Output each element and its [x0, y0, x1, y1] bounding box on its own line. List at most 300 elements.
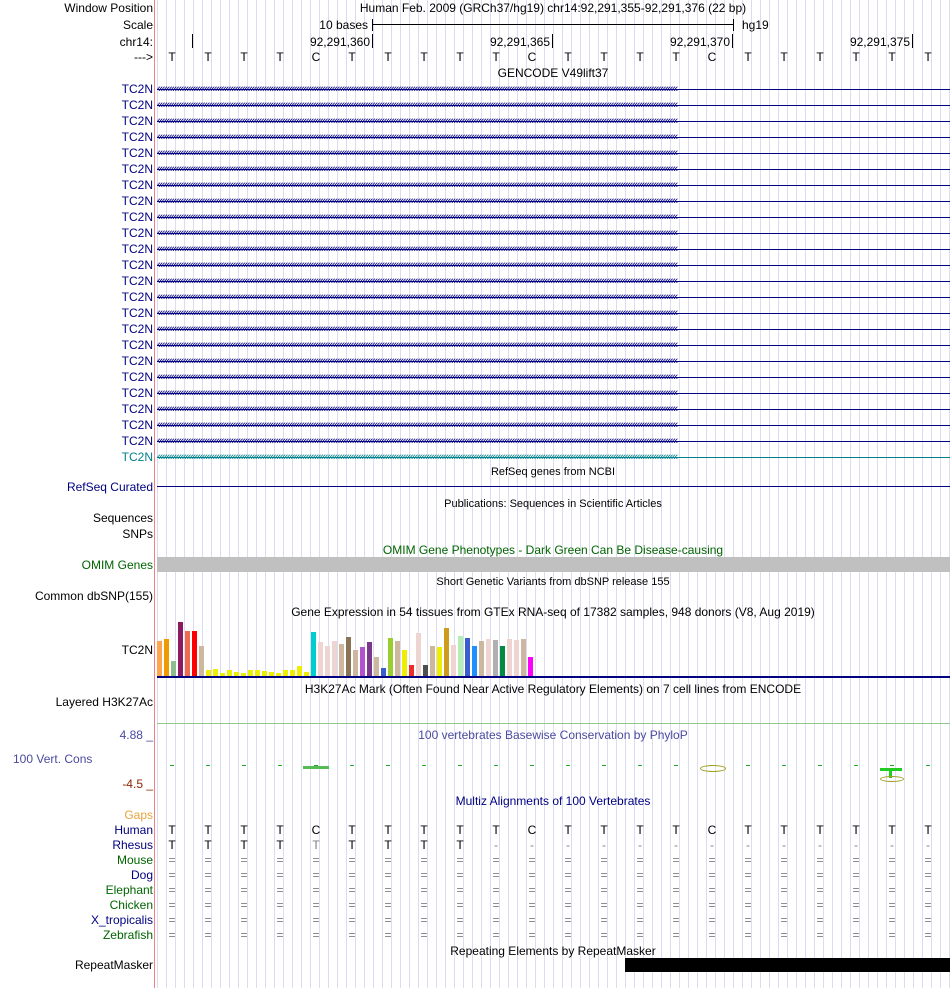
- multiz-aligned-base: =: [852, 913, 860, 927]
- gtex-tissue-bar[interactable]: [157, 641, 162, 676]
- multiz-aligned-base: =: [348, 883, 356, 897]
- gtex-tissue-bar[interactable]: [297, 666, 302, 676]
- sequence-base: T: [204, 50, 212, 64]
- multiz-aligned-base: =: [564, 868, 572, 882]
- multiz-aligned-base: =: [816, 883, 824, 897]
- phylop-score-mark: [242, 765, 246, 766]
- multiz-aligned-base: =: [708, 913, 716, 927]
- multiz-aligned-base: T: [168, 823, 176, 837]
- strand-label: --->: [134, 50, 153, 64]
- gtex-tissue-bar[interactable]: [374, 657, 379, 676]
- gtex-tissue-bar[interactable]: [178, 622, 183, 676]
- gencode-strand-arrows: ‹‹‹‹‹‹‹‹‹‹‹‹‹‹‹‹‹‹‹‹‹‹‹‹‹‹‹‹‹‹‹‹‹‹‹‹‹‹‹‹‹‹‹‹‹‹‹‹‹‹‹‹‹‹‹‹‹‹‹‹‹‹‹‹‹‹‹‹‹‹‹‹‹‹‹‹‹‹‹‹‹‹‹‹‹‹‹‹‹‹‹‹‹‹‹‹‹‹‹‹‹‹‹‹‹‹‹‹‹‹‹‹‹‹‹‹‹‹‹‹‹‹‹‹‹‹‹‹‹‹‹‹‹‹‹‹‹‹‹‹‹‹‹‹‹‹‹‹‹‹‹‹‹‹‹‹‹‹‹‹‹‹‹‹‹‹‹‹‹‹‹‹‹‹‹‹‹‹‹‹‹‹‹‹‹‹‹‹‹‹‹‹‹‹‹‹‹‹‹‹‹‹‹‹‹‹‹‹‹‹‹‹‹‹‹‹‹‹‹‹: [157, 83, 677, 95]
- multiz-species-label[interactable]: Elephant: [105, 883, 153, 897]
- multiz-aligned-base: =: [780, 913, 788, 927]
- gtex-tissue-bar[interactable]: [402, 650, 407, 676]
- gencode-transcript-label[interactable]: TC2N: [121, 130, 153, 144]
- gencode-track-title: GENCODE V49lift37: [497, 66, 609, 80]
- sequence-base: T: [780, 50, 788, 64]
- multiz-aligned-base: =: [492, 898, 500, 912]
- gtex-tissue-bar[interactable]: [416, 633, 421, 676]
- multiz-aligned-base: =: [744, 928, 752, 942]
- gencode-transcript-label[interactable]: TC2N: [121, 322, 153, 336]
- dbsnp-track-title: Short Genetic Variants from dbSNP release 155: [436, 576, 670, 588]
- multiz-aligned-base: =: [852, 868, 860, 882]
- gtex-tissue-bar[interactable]: [472, 646, 477, 676]
- phylop-score-mark: [170, 765, 174, 766]
- multiz-aligned-base: =: [852, 928, 860, 942]
- multiz-species-label[interactable]: Mouse: [116, 853, 153, 867]
- multiz-aligned-base: =: [240, 898, 248, 912]
- gencode-transcript-label[interactable]: TC2N: [121, 338, 153, 352]
- multiz-aligned-base: =: [528, 898, 536, 912]
- phylop-score-mark: [566, 765, 570, 766]
- multiz-aligned-base: =: [204, 913, 212, 927]
- gencode-strand-arrows: ‹‹‹‹‹‹‹‹‹‹‹‹‹‹‹‹‹‹‹‹‹‹‹‹‹‹‹‹‹‹‹‹‹‹‹‹‹‹‹‹‹‹‹‹‹‹‹‹‹‹‹‹‹‹‹‹‹‹‹‹‹‹‹‹‹‹‹‹‹‹‹‹‹‹‹‹‹‹‹‹‹‹‹‹‹‹‹‹‹‹‹‹‹‹‹‹‹‹‹‹‹‹‹‹‹‹‹‹‹‹‹‹‹‹‹‹‹‹‹‹‹‹‹‹‹‹‹‹‹‹‹‹‹‹‹‹‹‹‹‹‹‹‹‹‹‹‹‹‹‹‹‹‹‹‹‹‹‹‹‹‹‹‹‹‹‹‹‹‹‹‹‹‹‹‹‹‹‹‹‹‹‹‹‹‹‹‹‹‹‹‹‹‹‹‹‹‹‹‹‹‹‹‹‹‹‹‹‹‹‹‹‹‹‹‹‹‹‹‹‹: [157, 323, 677, 335]
- multiz-aligned-base: =: [708, 853, 716, 867]
- multiz-aligned-base: =: [312, 853, 320, 867]
- multiz-aligned-base: -: [710, 838, 714, 852]
- multiz-aligned-base: T: [456, 838, 464, 852]
- gtex-tissue-bar[interactable]: [423, 665, 428, 676]
- gencode-transcript-label[interactable]: TC2N: [121, 418, 153, 432]
- multiz-aligned-base: =: [168, 883, 176, 897]
- multiz-aligned-base: =: [888, 883, 896, 897]
- dbsnp-track-label[interactable]: Common dbSNP(155): [34, 589, 153, 603]
- multiz-aligned-base: T: [240, 838, 248, 852]
- multiz-aligned-base: =: [384, 898, 392, 912]
- gencode-transcript-label[interactable]: TC2N: [121, 226, 153, 240]
- phylop-score-mark: [494, 765, 498, 766]
- multiz-aligned-base: =: [384, 928, 392, 942]
- omim-track-title: OMIM Gene Phenotypes - Dark Green Can Be Disease-causing: [382, 543, 724, 557]
- multiz-aligned-base: =: [744, 868, 752, 882]
- ruler-tick-label: 92,291,365: [489, 35, 550, 49]
- gencode-strand-arrows: ‹‹‹‹‹‹‹‹‹‹‹‹‹‹‹‹‹‹‹‹‹‹‹‹‹‹‹‹‹‹‹‹‹‹‹‹‹‹‹‹‹‹‹‹‹‹‹‹‹‹‹‹‹‹‹‹‹‹‹‹‹‹‹‹‹‹‹‹‹‹‹‹‹‹‹‹‹‹‹‹‹‹‹‹‹‹‹‹‹‹‹‹‹‹‹‹‹‹‹‹‹‹‹‹‹‹‹‹‹‹‹‹‹‹‹‹‹‹‹‹‹‹‹‹‹‹‹‹‹‹‹‹‹‹‹‹‹‹‹‹‹‹‹‹‹‹‹‹‹‹‹‹‹‹‹‹‹‹‹‹‹‹‹‹‹‹‹‹‹‹‹‹‹‹‹‹‹‹‹‹‹‹‹‹‹‹‹‹‹‹‹‹‹‹‹‹‹‹‹‹‹‹‹‹‹‹‹‹‹‹‹‹‹‹‹‹‹‹‹‹: [157, 339, 677, 351]
- h3k27ac-signal-baseline: [157, 723, 950, 724]
- multiz-aligned-base: T: [420, 823, 428, 837]
- multiz-aligned-base: =: [348, 898, 356, 912]
- multiz-species-label[interactable]: Chicken: [109, 898, 153, 912]
- gencode-transcript-label[interactable]: TC2N: [121, 210, 153, 224]
- gtex-tissue-bar[interactable]: [213, 669, 218, 676]
- multiz-aligned-base: T: [672, 823, 680, 837]
- gtex-tissue-bar[interactable]: [360, 647, 365, 676]
- sequence-base: T: [276, 50, 284, 64]
- multiz-aligned-base: =: [168, 898, 176, 912]
- multiz-aligned-base: =: [888, 868, 896, 882]
- multiz-aligned-base: =: [276, 853, 284, 867]
- multiz-aligned-base: =: [456, 898, 464, 912]
- multiz-aligned-base: -: [818, 838, 822, 852]
- multiz-aligned-base: =: [312, 898, 320, 912]
- multiz-aligned-base: =: [348, 928, 356, 942]
- phylop-score-mark: [926, 765, 930, 766]
- multiz-aligned-base: =: [348, 913, 356, 927]
- multiz-aligned-base: =: [564, 883, 572, 897]
- window-position-label: Window Position: [64, 1, 153, 15]
- multiz-aligned-base: =: [240, 928, 248, 942]
- multiz-aligned-base: =: [816, 913, 824, 927]
- multiz-aligned-base: =: [204, 928, 212, 942]
- multiz-aligned-base: =: [528, 853, 536, 867]
- multiz-aligned-base: =: [492, 928, 500, 942]
- gencode-strand-arrows: ‹‹‹‹‹‹‹‹‹‹‹‹‹‹‹‹‹‹‹‹‹‹‹‹‹‹‹‹‹‹‹‹‹‹‹‹‹‹‹‹‹‹‹‹‹‹‹‹‹‹‹‹‹‹‹‹‹‹‹‹‹‹‹‹‹‹‹‹‹‹‹‹‹‹‹‹‹‹‹‹‹‹‹‹‹‹‹‹‹‹‹‹‹‹‹‹‹‹‹‹‹‹‹‹‹‹‹‹‹‹‹‹‹‹‹‹‹‹‹‹‹‹‹‹‹‹‹‹‹‹‹‹‹‹‹‹‹‹‹‹‹‹‹‹‹‹‹‹‹‹‹‹‹‹‹‹‹‹‹‹‹‹‹‹‹‹‹‹‹‹‹‹‹‹‹‹‹‹‹‹‹‹‹‹‹‹‹‹‹‹‹‹‹‹‹‹‹‹‹‹‹‹‹‹‹‹‹‹‹‹‹‹‹‹‹‹‹‹‹‹: [157, 179, 677, 191]
- multiz-aligned-base: T: [816, 823, 824, 837]
- multiz-aligned-base: =: [168, 928, 176, 942]
- multiz-aligned-base: =: [672, 898, 680, 912]
- multiz-aligned-base: T: [420, 838, 428, 852]
- multiz-aligned-base: =: [492, 883, 500, 897]
- phylop-score-mark: [350, 765, 354, 766]
- gencode-transcript-label[interactable]: TC2N: [121, 258, 153, 272]
- omim-track-label[interactable]: OMIM Genes: [81, 558, 153, 572]
- multiz-aligned-base: =: [924, 883, 932, 897]
- multiz-aligned-base: T: [564, 823, 572, 837]
- multiz-aligned-base: T: [348, 823, 356, 837]
- gencode-strand-arrows: ‹‹‹‹‹‹‹‹‹‹‹‹‹‹‹‹‹‹‹‹‹‹‹‹‹‹‹‹‹‹‹‹‹‹‹‹‹‹‹‹‹‹‹‹‹‹‹‹‹‹‹‹‹‹‹‹‹‹‹‹‹‹‹‹‹‹‹‹‹‹‹‹‹‹‹‹‹‹‹‹‹‹‹‹‹‹‹‹‹‹‹‹‹‹‹‹‹‹‹‹‹‹‹‹‹‹‹‹‹‹‹‹‹‹‹‹‹‹‹‹‹‹‹‹‹‹‹‹‹‹‹‹‹‹‹‹‹‹‹‹‹‹‹‹‹‹‹‹‹‹‹‹‹‹‹‹‹‹‹‹‹‹‹‹‹‹‹‹‹‹‹‹‹‹‹‹‹‹‹‹‹‹‹‹‹‹‹‹‹‹‹‹‹‹‹‹‹‹‹‹‹‹‹‹‹‹‹‹‹‹‹‹‹‹‹‹‹‹‹‹: [157, 403, 677, 415]
- refseq-track-label[interactable]: RefSeq Curated: [66, 480, 153, 494]
- gtex-tissue-bar[interactable]: [451, 645, 456, 676]
- gtex-tissue-bar[interactable]: [199, 646, 204, 676]
- multiz-aligned-base: T: [456, 823, 464, 837]
- multiz-aligned-base: =: [636, 898, 644, 912]
- multiz-aligned-base: =: [204, 853, 212, 867]
- multiz-aligned-base: =: [276, 868, 284, 882]
- gencode-strand-arrows: ‹‹‹‹‹‹‹‹‹‹‹‹‹‹‹‹‹‹‹‹‹‹‹‹‹‹‹‹‹‹‹‹‹‹‹‹‹‹‹‹‹‹‹‹‹‹‹‹‹‹‹‹‹‹‹‹‹‹‹‹‹‹‹‹‹‹‹‹‹‹‹‹‹‹‹‹‹‹‹‹‹‹‹‹‹‹‹‹‹‹‹‹‹‹‹‹‹‹‹‹‹‹‹‹‹‹‹‹‹‹‹‹‹‹‹‹‹‹‹‹‹‹‹‹‹‹‹‹‹‹‹‹‹‹‹‹‹‹‹‹‹‹‹‹‹‹‹‹‹‹‹‹‹‹‹‹‹‹‹‹‹‹‹‹‹‹‹‹‹‹‹‹‹‹‹‹‹‹‹‹‹‹‹‹‹‹‹‹‹‹‹‹‹‹‹‹‹‹‹‹‹‹‹‹‹‹‹‹‹‹‹‹‹‹‹‹‹‹‹‹: [157, 227, 677, 239]
- sequence-base: T: [888, 50, 896, 64]
- multiz-aligned-base: -: [674, 838, 678, 852]
- phylop-score-mark: [422, 765, 426, 766]
- gtex-tissue-bar[interactable]: [346, 637, 351, 676]
- multiz-aligned-base: =: [816, 868, 824, 882]
- phylop-score-glyph: [700, 765, 726, 772]
- omim-gene-bar[interactable]: [157, 557, 950, 572]
- gencode-strand-arrows: ‹‹‹‹‹‹‹‹‹‹‹‹‹‹‹‹‹‹‹‹‹‹‹‹‹‹‹‹‹‹‹‹‹‹‹‹‹‹‹‹‹‹‹‹‹‹‹‹‹‹‹‹‹‹‹‹‹‹‹‹‹‹‹‹‹‹‹‹‹‹‹‹‹‹‹‹‹‹‹‹‹‹‹‹‹‹‹‹‹‹‹‹‹‹‹‹‹‹‹‹‹‹‹‹‹‹‹‹‹‹‹‹‹‹‹‹‹‹‹‹‹‹‹‹‹‹‹‹‹‹‹‹‹‹‹‹‹‹‹‹‹‹‹‹‹‹‹‹‹‹‹‹‹‹‹‹‹‹‹‹‹‹‹‹‹‹‹‹‹‹‹‹‹‹‹‹‹‹‹‹‹‹‹‹‹‹‹‹‹‹‹‹‹‹‹‹‹‹‹‹‹‹‹‹‹‹‹‹‹‹‹‹‹‹‹‹‹‹‹‹: [157, 163, 677, 175]
- gtex-tissue-bar[interactable]: [381, 668, 386, 676]
- multiz-aligned-base: =: [384, 883, 392, 897]
- multiz-aligned-base: =: [600, 928, 608, 942]
- multiz-aligned-base: =: [708, 883, 716, 897]
- multiz-aligned-base: =: [600, 868, 608, 882]
- multiz-aligned-base: =: [924, 898, 932, 912]
- multiz-aligned-base: =: [924, 868, 932, 882]
- publications-track-title: Publications: Sequences in Scientific Articles: [444, 498, 662, 510]
- sequence-base: T: [348, 50, 356, 64]
- gtex-tissue-bar[interactable]: [318, 642, 323, 676]
- publications-label-snps[interactable]: SNPs: [122, 527, 153, 541]
- sequence-base: T: [672, 50, 680, 64]
- gencode-strand-arrows: ‹‹‹‹‹‹‹‹‹‹‹‹‹‹‹‹‹‹‹‹‹‹‹‹‹‹‹‹‹‹‹‹‹‹‹‹‹‹‹‹‹‹‹‹‹‹‹‹‹‹‹‹‹‹‹‹‹‹‹‹‹‹‹‹‹‹‹‹‹‹‹‹‹‹‹‹‹‹‹‹‹‹‹‹‹‹‹‹‹‹‹‹‹‹‹‹‹‹‹‹‹‹‹‹‹‹‹‹‹‹‹‹‹‹‹‹‹‹‹‹‹‹‹‹‹‹‹‹‹‹‹‹‹‹‹‹‹‹‹‹‹‹‹‹‹‹‹‹‹‹‹‹‹‹‹‹‹‹‹‹‹‹‹‹‹‹‹‹‹‹‹‹‹‹‹‹‹‹‹‹‹‹‹‹‹‹‹‹‹‹‹‹‹‹‹‹‹‹‹‹‹‹‹‹‹‹‹‹‹‹‹‹‹‹‹‹‹‹‹‹: [157, 147, 677, 159]
- multiz-aligned-base: =: [420, 883, 428, 897]
- multiz-aligned-base: =: [924, 853, 932, 867]
- gtex-tissue-bar[interactable]: [325, 646, 330, 676]
- phylop-max-label: 4.88 _: [119, 728, 153, 742]
- multiz-aligned-base: =: [744, 883, 752, 897]
- multiz-species-label[interactable]: Human: [114, 823, 153, 837]
- multiz-aligned-base: T: [384, 823, 392, 837]
- multiz-aligned-base: -: [926, 838, 930, 852]
- sequence-base: T: [384, 50, 392, 64]
- gtex-tissue-bar[interactable]: [507, 639, 512, 676]
- gencode-transcript-label[interactable]: TC2N: [121, 114, 153, 128]
- gencode-transcript-label[interactable]: TC2N: [121, 178, 153, 192]
- multiz-aligned-base: T: [888, 823, 896, 837]
- gencode-transcript-label[interactable]: TC2N: [121, 354, 153, 368]
- gtex-tissue-bar[interactable]: [493, 640, 498, 676]
- gencode-transcript-label[interactable]: TC2N: [121, 370, 153, 384]
- multiz-aligned-base: =: [636, 868, 644, 882]
- gtex-track-label[interactable]: TC2N: [121, 643, 153, 657]
- multiz-aligned-base: C: [707, 823, 717, 837]
- gencode-strand-arrows: ‹‹‹‹‹‹‹‹‹‹‹‹‹‹‹‹‹‹‹‹‹‹‹‹‹‹‹‹‹‹‹‹‹‹‹‹‹‹‹‹‹‹‹‹‹‹‹‹‹‹‹‹‹‹‹‹‹‹‹‹‹‹‹‹‹‹‹‹‹‹‹‹‹‹‹‹‹‹‹‹‹‹‹‹‹‹‹‹‹‹‹‹‹‹‹‹‹‹‹‹‹‹‹‹‹‹‹‹‹‹‹‹‹‹‹‹‹‹‹‹‹‹‹‹‹‹‹‹‹‹‹‹‹‹‹‹‹‹‹‹‹‹‹‹‹‹‹‹‹‹‹‹‹‹‹‹‹‹‹‹‹‹‹‹‹‹‹‹‹‹‹‹‹‹‹‹‹‹‹‹‹‹‹‹‹‹‹‹‹‹‹‹‹‹‹‹‹‹‹‹‹‹‹‹‹‹‹‹‹‹‹‹‹‹‹‹‹‹‹‹: [157, 99, 677, 111]
- gencode-strand-arrows: ‹‹‹‹‹‹‹‹‹‹‹‹‹‹‹‹‹‹‹‹‹‹‹‹‹‹‹‹‹‹‹‹‹‹‹‹‹‹‹‹‹‹‹‹‹‹‹‹‹‹‹‹‹‹‹‹‹‹‹‹‹‹‹‹‹‹‹‹‹‹‹‹‹‹‹‹‹‹‹‹‹‹‹‹‹‹‹‹‹‹‹‹‹‹‹‹‹‹‹‹‹‹‹‹‹‹‹‹‹‹‹‹‹‹‹‹‹‹‹‹‹‹‹‹‹‹‹‹‹‹‹‹‹‹‹‹‹‹‹‹‹‹‹‹‹‹‹‹‹‹‹‹‹‹‹‹‹‹‹‹‹‹‹‹‹‹‹‹‹‹‹‹‹‹‹‹‹‹‹‹‹‹‹‹‹‹‹‹‹‹‹‹‹‹‹‹‹‹‹‹‹‹‹‹‹‹‹‹‹‹‹‹‹‹‹‹‹‹‹‹: [157, 243, 677, 255]
- phylop-score-mark: [854, 765, 858, 766]
- gtex-tissue-bar[interactable]: [164, 639, 169, 676]
- gencode-strand-arrows: ‹‹‹‹‹‹‹‹‹‹‹‹‹‹‹‹‹‹‹‹‹‹‹‹‹‹‹‹‹‹‹‹‹‹‹‹‹‹‹‹‹‹‹‹‹‹‹‹‹‹‹‹‹‹‹‹‹‹‹‹‹‹‹‹‹‹‹‹‹‹‹‹‹‹‹‹‹‹‹‹‹‹‹‹‹‹‹‹‹‹‹‹‹‹‹‹‹‹‹‹‹‹‹‹‹‹‹‹‹‹‹‹‹‹‹‹‹‹‹‹‹‹‹‹‹‹‹‹‹‹‹‹‹‹‹‹‹‹‹‹‹‹‹‹‹‹‹‹‹‹‹‹‹‹‹‹‹‹‹‹‹‹‹‹‹‹‹‹‹‹‹‹‹‹‹‹‹‹‹‹‹‹‹‹‹‹‹‹‹‹‹‹‹‹‹‹‹‹‹‹‹‹‹‹‹‹‹‹‹‹‹‹‹‹‹‹‹‹‹‹: [157, 275, 677, 287]
- multiz-aligned-base: T: [636, 823, 644, 837]
- gtex-tissue-bar[interactable]: [367, 642, 372, 676]
- multiz-aligned-base: =: [816, 853, 824, 867]
- multiz-aligned-base: =: [600, 883, 608, 897]
- multiz-aligned-base: =: [168, 853, 176, 867]
- multiz-aligned-base: =: [528, 883, 536, 897]
- multiz-aligned-base: =: [780, 928, 788, 942]
- multiz-aligned-base: T: [780, 823, 788, 837]
- refseq-gene-line[interactable]: [157, 486, 950, 487]
- gtex-tissue-bar[interactable]: [353, 650, 358, 676]
- gtex-tissue-bar[interactable]: [444, 628, 449, 676]
- multiz-aligned-base: =: [420, 868, 428, 882]
- sequence-base: T: [852, 50, 860, 64]
- gtex-tissue-bar[interactable]: [185, 631, 190, 676]
- scale-assembly: hg19: [742, 18, 769, 32]
- multiz-aligned-base: T: [492, 823, 500, 837]
- multiz-aligned-base: =: [348, 853, 356, 867]
- phylop-score-mark: [602, 765, 606, 766]
- multiz-aligned-base: =: [204, 868, 212, 882]
- multiz-aligned-base: =: [312, 913, 320, 927]
- h3k27ac-track-title: H3K27Ac Mark (Often Found Near Active Regulatory Elements) on 7 cell lines from ENCODE: [304, 682, 802, 696]
- multiz-aligned-base: =: [636, 928, 644, 942]
- multiz-aligned-base: =: [708, 898, 716, 912]
- gtex-tissue-bar[interactable]: [388, 638, 393, 676]
- gencode-transcript-label[interactable]: TC2N: [121, 194, 153, 208]
- multiz-aligned-base: T: [240, 823, 248, 837]
- gencode-transcript-label[interactable]: TC2N: [121, 434, 153, 448]
- multiz-species-label[interactable]: X_tropicalis: [90, 913, 153, 927]
- phylop-score-mark: [818, 765, 822, 766]
- multiz-aligned-base: =: [852, 883, 860, 897]
- gencode-strand-arrows: ‹‹‹‹‹‹‹‹‹‹‹‹‹‹‹‹‹‹‹‹‹‹‹‹‹‹‹‹‹‹‹‹‹‹‹‹‹‹‹‹‹‹‹‹‹‹‹‹‹‹‹‹‹‹‹‹‹‹‹‹‹‹‹‹‹‹‹‹‹‹‹‹‹‹‹‹‹‹‹‹‹‹‹‹‹‹‹‹‹‹‹‹‹‹‹‹‹‹‹‹‹‹‹‹‹‹‹‹‹‹‹‹‹‹‹‹‹‹‹‹‹‹‹‹‹‹‹‹‹‹‹‹‹‹‹‹‹‹‹‹‹‹‹‹‹‹‹‹‹‹‹‹‹‹‹‹‹‹‹‹‹‹‹‹‹‹‹‹‹‹‹‹‹‹‹‹‹‹‹‹‹‹‹‹‹‹‹‹‹‹‹‹‹‹‹‹‹‹‹‹‹‹‹‹‹‹‹‹‹‹‹‹‹‹‹‹‹‹‹‹: [157, 419, 677, 431]
- gencode-transcript-label[interactable]: TC2N: [121, 306, 153, 320]
- gtex-tissue-bar[interactable]: [311, 632, 316, 676]
- multiz-aligned-base: =: [204, 883, 212, 897]
- multiz-aligned-base: =: [888, 898, 896, 912]
- multiz-aligned-base: =: [492, 853, 500, 867]
- window-position-value: Human Feb. 2009 (GRCh37/hg19) chr14:92,291,355-92,291,376 (22 bp): [359, 1, 747, 15]
- multiz-aligned-base: =: [312, 868, 320, 882]
- multiz-aligned-base: T: [204, 823, 212, 837]
- multiz-aligned-base: T: [924, 823, 932, 837]
- multiz-aligned-base: =: [852, 853, 860, 867]
- multiz-aligned-base: =: [888, 853, 896, 867]
- multiz-aligned-base: =: [672, 853, 680, 867]
- multiz-aligned-base: =: [816, 898, 824, 912]
- gencode-transcript-label[interactable]: TC2N: [121, 242, 153, 256]
- multiz-aligned-base: =: [312, 928, 320, 942]
- sequence-base: C: [311, 50, 321, 64]
- publications-label-sequences[interactable]: Sequences: [92, 511, 153, 525]
- multiz-species-label[interactable]: Dog: [130, 868, 153, 882]
- gtex-tissue-bar[interactable]: [500, 646, 505, 676]
- multiz-track-title: Multiz Alignments of 100 Vertebrates: [455, 794, 651, 808]
- multiz-aligned-base: =: [924, 928, 932, 942]
- multiz-aligned-base: =: [492, 913, 500, 927]
- multiz-aligned-base: =: [564, 928, 572, 942]
- multiz-aligned-base: =: [672, 868, 680, 882]
- multiz-aligned-base: =: [888, 913, 896, 927]
- multiz-aligned-base: =: [744, 853, 752, 867]
- gencode-transcript-label[interactable]: TC2N: [121, 98, 153, 112]
- gencode-transcript-label[interactable]: TC2N: [121, 82, 153, 96]
- multiz-aligned-base: =: [600, 898, 608, 912]
- multiz-aligned-base: =: [348, 868, 356, 882]
- multiz-aligned-base: T: [852, 823, 860, 837]
- gencode-transcript-label[interactable]: TC2N: [121, 402, 153, 416]
- phylop-score-glyph: [303, 766, 329, 769]
- gtex-tissue-bar[interactable]: [437, 647, 442, 676]
- gencode-strand-arrows: ‹‹‹‹‹‹‹‹‹‹‹‹‹‹‹‹‹‹‹‹‹‹‹‹‹‹‹‹‹‹‹‹‹‹‹‹‹‹‹‹‹‹‹‹‹‹‹‹‹‹‹‹‹‹‹‹‹‹‹‹‹‹‹‹‹‹‹‹‹‹‹‹‹‹‹‹‹‹‹‹‹‹‹‹‹‹‹‹‹‹‹‹‹‹‹‹‹‹‹‹‹‹‹‹‹‹‹‹‹‹‹‹‹‹‹‹‹‹‹‹‹‹‹‹‹‹‹‹‹‹‹‹‹‹‹‹‹‹‹‹‹‹‹‹‹‹‹‹‹‹‹‹‹‹‹‹‹‹‹‹‹‹‹‹‹‹‹‹‹‹‹‹‹‹‹‹‹‹‹‹‹‹‹‹‹‹‹‹‹‹‹‹‹‹‹‹‹‹‹‹‹‹‹‹‹‹‹‹‹‹‹‹‹‹‹‹‹‹‹‹: [157, 131, 677, 143]
- multiz-aligned-base: =: [780, 898, 788, 912]
- ruler-tick-label: 92,291,360: [309, 35, 370, 49]
- gtex-tissue-bar[interactable]: [192, 631, 197, 676]
- multiz-aligned-base: =: [744, 913, 752, 927]
- gtex-tissue-bar[interactable]: [514, 640, 519, 676]
- multiz-aligned-base: =: [168, 868, 176, 882]
- sequence-base: T: [744, 50, 752, 64]
- gencode-strand-arrows: ‹‹‹‹‹‹‹‹‹‹‹‹‹‹‹‹‹‹‹‹‹‹‹‹‹‹‹‹‹‹‹‹‹‹‹‹‹‹‹‹‹‹‹‹‹‹‹‹‹‹‹‹‹‹‹‹‹‹‹‹‹‹‹‹‹‹‹‹‹‹‹‹‹‹‹‹‹‹‹‹‹‹‹‹‹‹‹‹‹‹‹‹‹‹‹‹‹‹‹‹‹‹‹‹‹‹‹‹‹‹‹‹‹‹‹‹‹‹‹‹‹‹‹‹‹‹‹‹‹‹‹‹‹‹‹‹‹‹‹‹‹‹‹‹‹‹‹‹‹‹‹‹‹‹‹‹‹‹‹‹‹‹‹‹‹‹‹‹‹‹‹‹‹‹‹‹‹‹‹‹‹‹‹‹‹‹‹‹‹‹‹‹‹‹‹‹‹‹‹‹‹‹‹‹‹‹‹‹‹‹‹‹‹‹‹‹‹‹‹‹: [157, 291, 677, 303]
- multiz-aligned-base: T: [600, 823, 608, 837]
- gtex-tissue-bar[interactable]: [395, 641, 400, 676]
- gtex-tissue-bar[interactable]: [458, 636, 463, 676]
- gtex-tissue-bar[interactable]: [171, 661, 176, 676]
- multiz-aligned-base: =: [240, 883, 248, 897]
- phylop-score-mark: [890, 765, 894, 766]
- scale-value: 10 bases: [319, 18, 368, 32]
- multiz-aligned-base: =: [420, 928, 428, 942]
- gencode-transcript-label[interactable]: TC2N: [121, 274, 153, 288]
- phylop-score-mark: [746, 765, 750, 766]
- gtex-tissue-bar[interactable]: [486, 639, 491, 676]
- multiz-aligned-base: =: [888, 928, 896, 942]
- gencode-transcript-label[interactable]: TC2N: [121, 162, 153, 176]
- phylop-score-mark: [674, 765, 678, 766]
- multiz-aligned-base: T: [348, 838, 356, 852]
- multiz-aligned-base: =: [780, 868, 788, 882]
- phylop-score-mark: [278, 765, 282, 766]
- repeatmasker-element-bar[interactable]: [625, 958, 950, 972]
- multiz-aligned-base: =: [456, 868, 464, 882]
- multiz-aligned-base: =: [420, 898, 428, 912]
- multiz-aligned-base: =: [240, 913, 248, 927]
- gtex-gene-line: [157, 676, 950, 678]
- multiz-aligned-base: =: [636, 853, 644, 867]
- multiz-aligned-base: T: [204, 838, 212, 852]
- gtex-tissue-bar[interactable]: [409, 665, 414, 676]
- sequence-base: T: [420, 50, 428, 64]
- multiz-aligned-base: =: [240, 868, 248, 882]
- ruler-tick-label: 92,291,370: [669, 35, 730, 49]
- multiz-aligned-base: =: [600, 913, 608, 927]
- sequence-base: T: [168, 50, 176, 64]
- sequence-base: C: [527, 50, 537, 64]
- multiz-aligned-base: C: [527, 823, 537, 837]
- multiz-aligned-base: =: [780, 883, 788, 897]
- sequence-base: T: [816, 50, 824, 64]
- gtex-tissue-bar[interactable]: [430, 646, 435, 676]
- gtex-tissue-bar[interactable]: [332, 641, 337, 676]
- multiz-aligned-base: =: [924, 913, 932, 927]
- gencode-transcript-label[interactable]: TC2N: [121, 450, 153, 464]
- multiz-aligned-base: T: [276, 823, 284, 837]
- sequence-base: T: [492, 50, 500, 64]
- gencode-strand-arrows: ‹‹‹‹‹‹‹‹‹‹‹‹‹‹‹‹‹‹‹‹‹‹‹‹‹‹‹‹‹‹‹‹‹‹‹‹‹‹‹‹‹‹‹‹‹‹‹‹‹‹‹‹‹‹‹‹‹‹‹‹‹‹‹‹‹‹‹‹‹‹‹‹‹‹‹‹‹‹‹‹‹‹‹‹‹‹‹‹‹‹‹‹‹‹‹‹‹‹‹‹‹‹‹‹‹‹‹‹‹‹‹‹‹‹‹‹‹‹‹‹‹‹‹‹‹‹‹‹‹‹‹‹‹‹‹‹‹‹‹‹‹‹‹‹‹‹‹‹‹‹‹‹‹‹‹‹‹‹‹‹‹‹‹‹‹‹‹‹‹‹‹‹‹‹‹‹‹‹‹‹‹‹‹‹‹‹‹‹‹‹‹‹‹‹‹‹‹‹‹‹‹‹‹‹‹‹‹‹‹‹‹‹‹‹‹‹‹‹‹‹: [157, 451, 677, 463]
- gtex-tissue-bar[interactable]: [528, 657, 533, 676]
- h3k27ac-track-label[interactable]: Layered H3K27Ac: [55, 695, 153, 709]
- label-track-divider: [154, 0, 155, 988]
- multiz-species-label[interactable]: Zebrafish: [102, 928, 153, 942]
- gtex-tissue-bar[interactable]: [479, 641, 484, 676]
- phylop-track-title: 100 vertebrates Basewise Conservation by PhyloP: [418, 728, 688, 742]
- multiz-species-label[interactable]: Rhesus: [112, 838, 153, 852]
- multiz-aligned-base: T: [276, 838, 284, 852]
- multiz-aligned-base: T: [312, 838, 320, 852]
- multiz-aligned-base: =: [708, 928, 716, 942]
- sequence-base: T: [924, 50, 932, 64]
- multiz-aligned-base: =: [312, 883, 320, 897]
- gencode-transcript-label[interactable]: TC2N: [121, 146, 153, 160]
- multiz-aligned-base: =: [276, 928, 284, 942]
- chrom-label: chr14:: [119, 35, 153, 49]
- multiz-gaps-label[interactable]: Gaps: [124, 808, 153, 822]
- phylop-track-label[interactable]: 100 Vert. Cons: [13, 752, 93, 766]
- sequence-base: T: [456, 50, 464, 64]
- gtex-track-title: Gene Expression in 54 tissues from GTEx RNA-seq of 17382 samples, 948 donors (V8, Aug 2019): [291, 605, 815, 619]
- phylop-score-mark: [530, 765, 534, 766]
- phylop-score-mark: [782, 765, 786, 766]
- multiz-aligned-base: =: [528, 868, 536, 882]
- gtex-tissue-bar[interactable]: [465, 638, 470, 676]
- phylop-score-mark: [206, 765, 210, 766]
- multiz-aligned-base: -: [638, 838, 642, 852]
- multiz-aligned-base: =: [168, 913, 176, 927]
- multiz-aligned-base: -: [746, 838, 750, 852]
- repeatmasker-track-label[interactable]: RepeatMasker: [74, 958, 153, 972]
- multiz-aligned-base: =: [564, 898, 572, 912]
- multiz-aligned-base: =: [420, 853, 428, 867]
- repeatmasker-track-title: Repeating Elements by RepeatMasker: [450, 944, 656, 958]
- gencode-transcript-label[interactable]: TC2N: [121, 386, 153, 400]
- gencode-transcript-label[interactable]: TC2N: [121, 290, 153, 304]
- gtex-tissue-bar[interactable]: [339, 644, 344, 676]
- gencode-strand-arrows: ‹‹‹‹‹‹‹‹‹‹‹‹‹‹‹‹‹‹‹‹‹‹‹‹‹‹‹‹‹‹‹‹‹‹‹‹‹‹‹‹‹‹‹‹‹‹‹‹‹‹‹‹‹‹‹‹‹‹‹‹‹‹‹‹‹‹‹‹‹‹‹‹‹‹‹‹‹‹‹‹‹‹‹‹‹‹‹‹‹‹‹‹‹‹‹‹‹‹‹‹‹‹‹‹‹‹‹‹‹‹‹‹‹‹‹‹‹‹‹‹‹‹‹‹‹‹‹‹‹‹‹‹‹‹‹‹‹‹‹‹‹‹‹‹‹‹‹‹‹‹‹‹‹‹‹‹‹‹‹‹‹‹‹‹‹‹‹‹‹‹‹‹‹‹‹‹‹‹‹‹‹‹‹‹‹‹‹‹‹‹‹‹‹‹‹‹‹‹‹‹‹‹‹‹‹‹‹‹‹‹‹‹‹‹‹‹‹‹‹‹: [157, 355, 677, 367]
- gencode-strand-arrows: ‹‹‹‹‹‹‹‹‹‹‹‹‹‹‹‹‹‹‹‹‹‹‹‹‹‹‹‹‹‹‹‹‹‹‹‹‹‹‹‹‹‹‹‹‹‹‹‹‹‹‹‹‹‹‹‹‹‹‹‹‹‹‹‹‹‹‹‹‹‹‹‹‹‹‹‹‹‹‹‹‹‹‹‹‹‹‹‹‹‹‹‹‹‹‹‹‹‹‹‹‹‹‹‹‹‹‹‹‹‹‹‹‹‹‹‹‹‹‹‹‹‹‹‹‹‹‹‹‹‹‹‹‹‹‹‹‹‹‹‹‹‹‹‹‹‹‹‹‹‹‹‹‹‹‹‹‹‹‹‹‹‹‹‹‹‹‹‹‹‹‹‹‹‹‹‹‹‹‹‹‹‹‹‹‹‹‹‹‹‹‹‹‹‹‹‹‹‹‹‹‹‹‹‹‹‹‹‹‹‹‹‹‹‹‹‹‹‹‹‹: [157, 387, 677, 399]
- multiz-aligned-base: =: [852, 898, 860, 912]
- multiz-aligned-base: T: [168, 838, 176, 852]
- multiz-aligned-base: =: [528, 928, 536, 942]
- gtex-tissue-bar[interactable]: [521, 639, 526, 676]
